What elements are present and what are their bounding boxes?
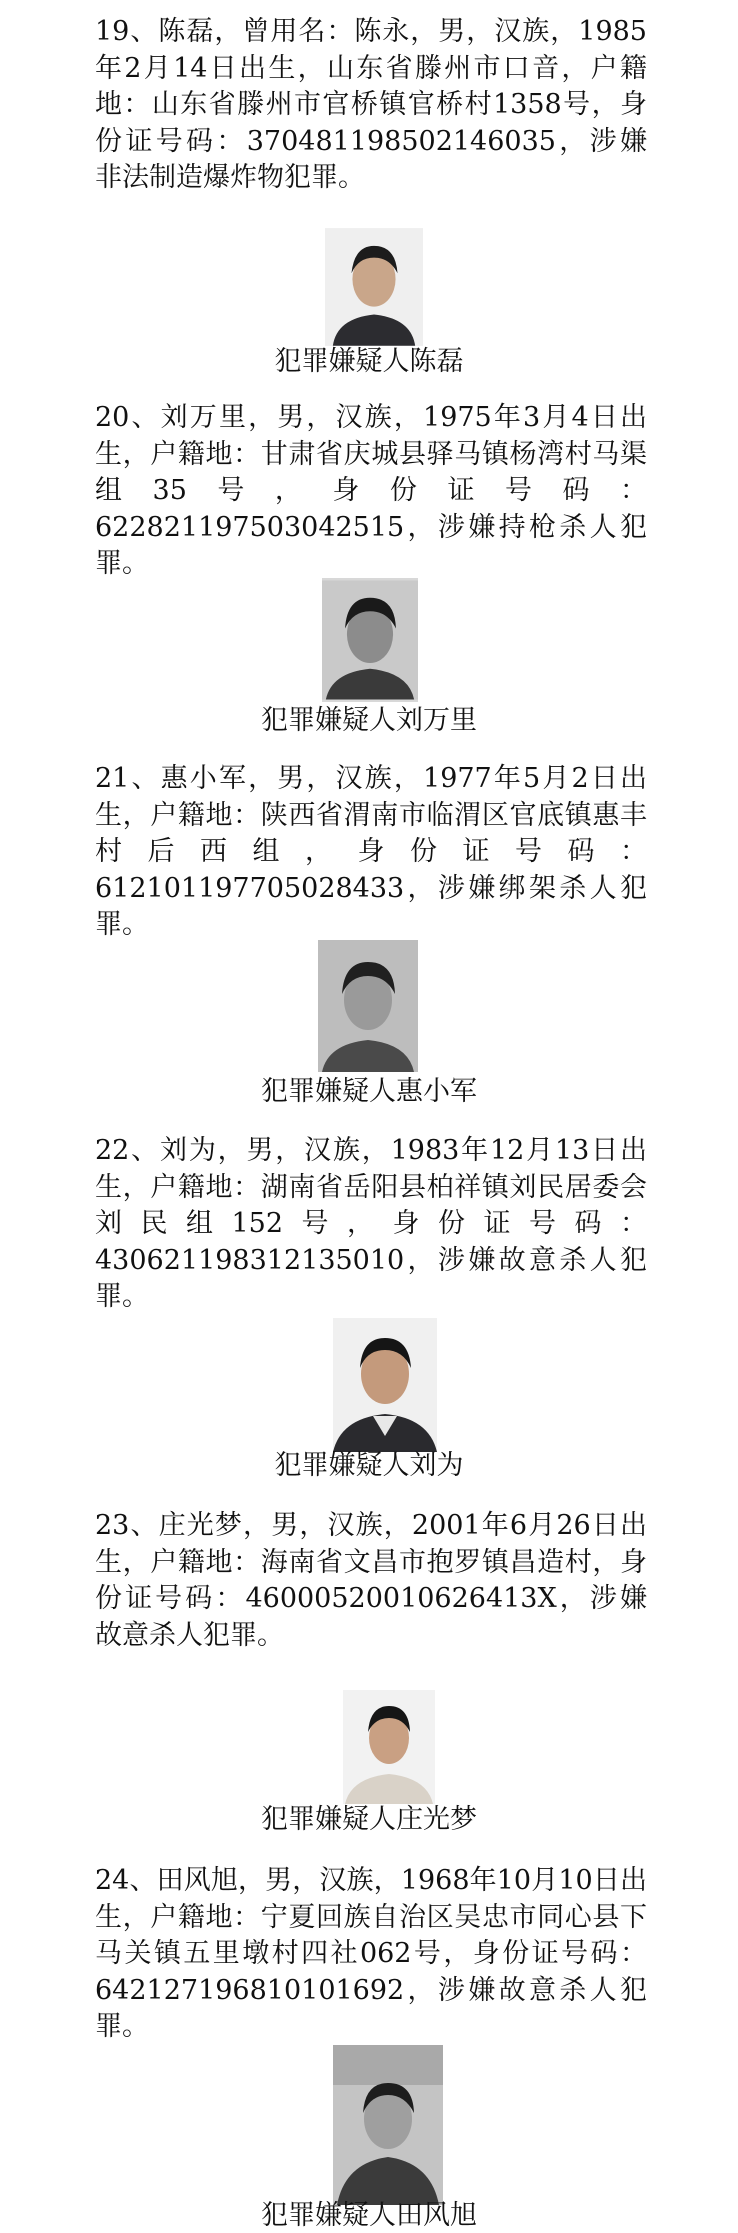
photo-caption: 犯罪嫌疑人刘为 (274, 1450, 464, 1481)
suspect-description: 22、刘为，男，汉族，1983年12月13日出生，户籍地：湖南省岳阳县柏祥镇刘民居委会刘民组152号，身份证号码：430621198312135010，涉嫌故意杀人犯罪。 (95, 1135, 647, 1312)
suspect-photo (343, 1690, 435, 1804)
portrait-figure-icon (322, 578, 418, 702)
photo-caption: 犯罪嫌疑人陈磊 (274, 346, 464, 377)
suspect-description: 24、田风旭，男，汉族，1968年10月10日出生，户籍地：宁夏回族自治区吴忠市同心县下马关镇五里墩村四社062号，身份证号码：642127196810101692，涉嫌故意杀人犯罪。 (95, 1865, 647, 2042)
photo-caption: 犯罪嫌疑人田风旭 (261, 2200, 477, 2231)
portrait-figure-icon (333, 1318, 437, 1452)
suspect-description: 21、惠小军，男，汉族，1977年5月2日出生，户籍地：陕西省渭南市临渭区官底镇惠丰村后西组，身份证号码：612101197705028433，涉嫌绑架杀人犯罪。 (95, 763, 647, 940)
portrait-figure-icon (333, 2045, 443, 2205)
suspect-description: 23、庄光梦，男，汉族，2001年6月26日出生，户籍地：海南省文昌市抱罗镇昌造村，身份证号码：46000520010626413X，涉嫌故意杀人犯罪。 (95, 1510, 647, 1651)
suspect-photo (333, 1318, 437, 1452)
suspect-photo (333, 2045, 443, 2205)
suspect-photo (318, 940, 418, 1072)
portrait-figure-icon (343, 1690, 435, 1804)
suspect-description: 19、陈磊，曾用名：陈永，男，汉族，1985年2月14日出生，山东省滕州市口音，户籍地：山东省滕州市官桥镇官桥村1358号，身份证号码：370481198502146035，涉嫌非法制造爆炸物犯罪。 (95, 16, 647, 193)
photo-caption: 犯罪嫌疑人刘万里 (261, 705, 477, 736)
photo-caption: 犯罪嫌疑人惠小军 (261, 1076, 477, 1107)
portrait-figure-icon (318, 940, 418, 1072)
suspect-description: 20、刘万里，男，汉族，1975年3月4日出生，户籍地：甘肃省庆城县驿马镇杨湾村马渠组35号，身份证号码：622821197503042515，涉嫌持枪杀人犯罪。 (95, 402, 647, 579)
photo-caption: 犯罪嫌疑人庄光梦 (261, 1804, 477, 1835)
suspect-photo (322, 578, 418, 702)
portrait-figure-icon (325, 228, 423, 346)
suspect-photo (325, 228, 423, 346)
